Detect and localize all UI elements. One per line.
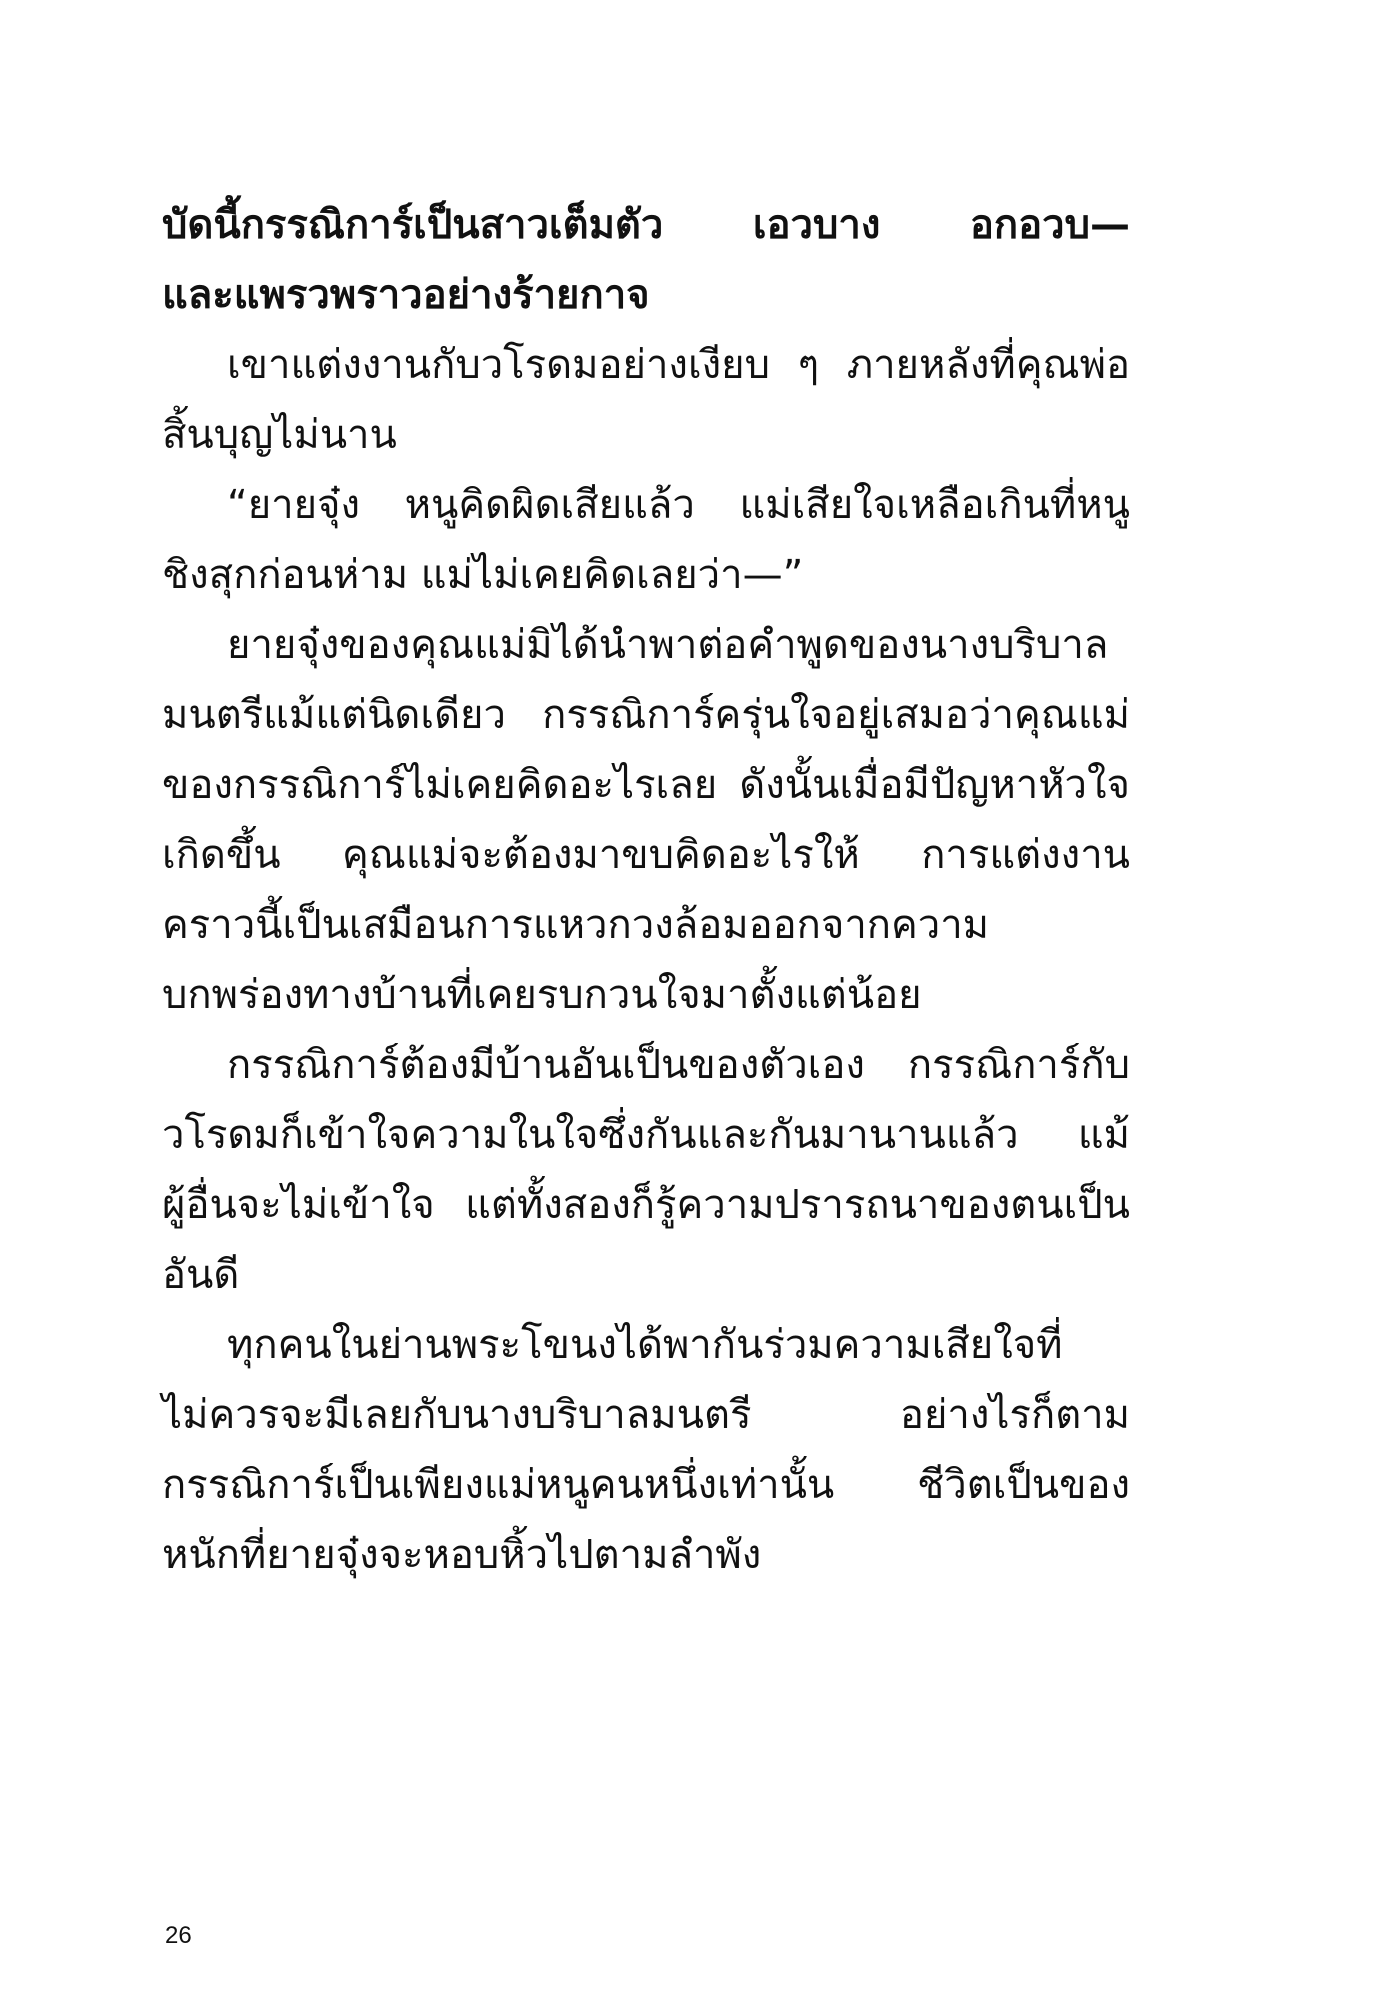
paragraph-line: ของกรรณิการ์ไม่เคยคิดอะไรเลย ดังนั้นเมื่อมีปัญหาหัวใจ	[162, 762, 1130, 808]
paragraph-line: คราวนี้เป็นเสมือนการแหวกวงล้อมออกจากความ	[162, 902, 990, 948]
paragraph-line: “ยายจุ๋ง หนูคิดผิดเสียแล้ว แม่เสียใจเหลือเกินที่หนู	[227, 482, 1130, 528]
paragraph-line: ชิงสุกก่อนห่าม แม่ไม่เคยคิดเลยว่า—”	[162, 552, 804, 598]
paragraph-line: สิ้นบุญไม่นาน	[162, 412, 397, 458]
heading-line: บัดนี้กรรณิการ์เป็นสาวเต็มตัว เอวบาง อกอวบ—	[162, 202, 1130, 248]
heading-line: และแพรวพราวอย่างร้ายกาจ	[162, 272, 650, 318]
paragraph-line: มนตรีแม้แต่นิดเดียว กรรณิการ์ครุ่นใจอยู่เสมอว่าคุณแม่	[162, 692, 1130, 738]
paragraph-line: บกพร่องทางบ้านที่เคยรบกวนใจมาตั้งแต่น้อย	[162, 972, 922, 1018]
page-number: 26	[165, 1922, 192, 1949]
paragraph-line: หนักที่ยายจุ๋งจะหอบหิ้วไปตามลำพัง	[162, 1532, 762, 1578]
paragraph-line: ผู้อื่นจะไม่เข้าใจ แต่ทั้งสองก็รู้ความปรารถนาของตนเป็น	[162, 1182, 1130, 1228]
paragraph-line: อันดี	[162, 1252, 240, 1298]
paragraph-line: ทุกคนในย่านพระโขนงได้พากันร่วมความเสียใจที่	[227, 1322, 1063, 1368]
paragraph-line: เกิดขึ้น คุณแม่จะต้องมาขบคิดอะไรให้ การแต่งงาน	[162, 832, 1130, 878]
paragraph-line: วโรดมก็เข้าใจความในใจซึ่งกันและกันมานานแล้ว แม้	[162, 1112, 1130, 1158]
paragraph-line: ไม่ควรจะมีเลยกับนางบริบาลมนตรี อย่างไรก็ตาม	[162, 1392, 1130, 1438]
paragraph-line: กรรณิการ์ต้องมีบ้านอันเป็นของตัวเอง กรรณิการ์กับ	[227, 1042, 1130, 1088]
paragraph-line: ยายจุ๋งของคุณแม่มิได้นำพาต่อคำพูดของนางบริบาล	[227, 622, 1109, 668]
paragraph-line: เขาแต่งงานกับวโรดมอย่างเงียบ ๆ ภายหลังที่คุณพ่อ	[227, 342, 1130, 388]
paragraph-line: กรรณิการ์เป็นเพียงแม่หนูคนหนึ่งเท่านั้น ชีวิตเป็นของ	[162, 1462, 1130, 1508]
